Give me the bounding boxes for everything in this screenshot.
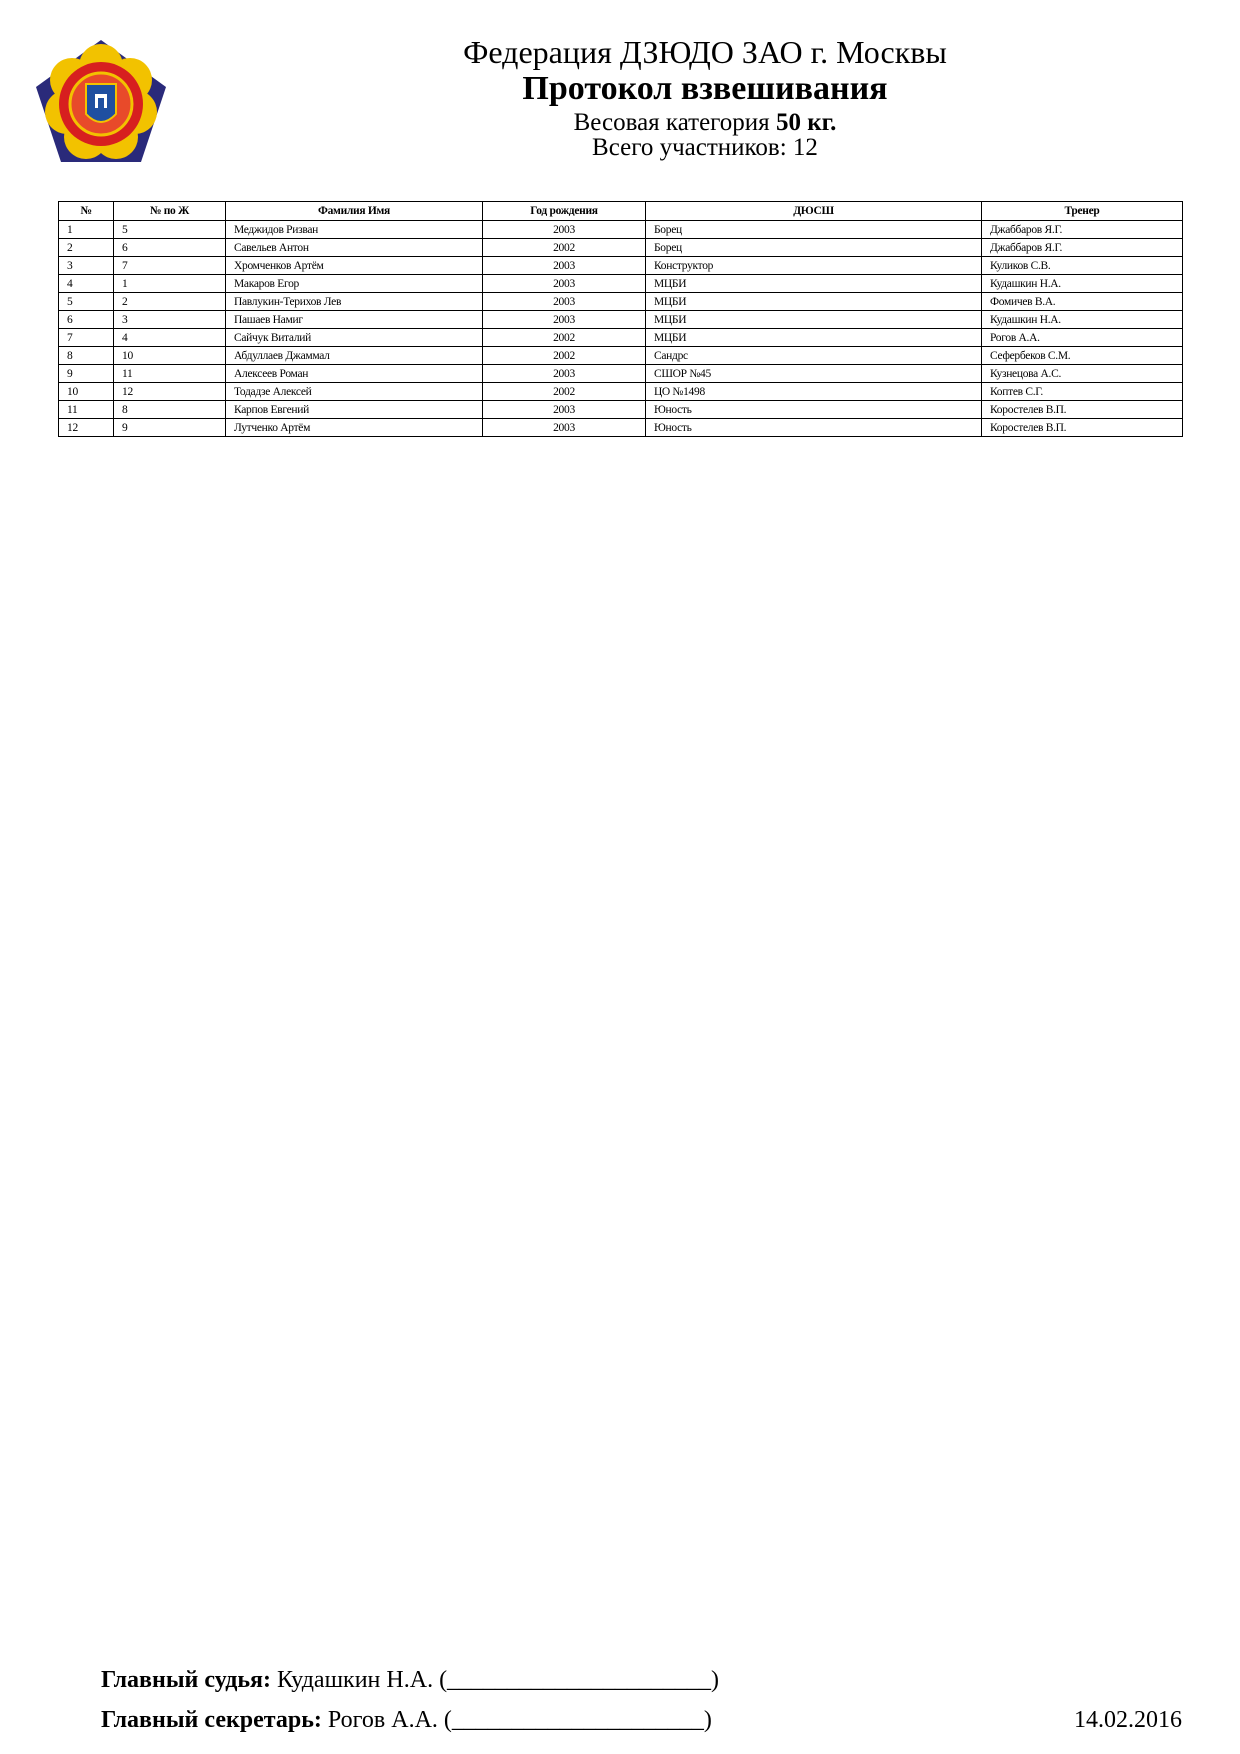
cell-school: МЦБИ (646, 329, 982, 347)
cell-number: 10 (59, 383, 114, 401)
organization-name: Федерация ДЗЮДО ЗАО г. Москвы (463, 34, 947, 70)
cell-school: Конструктор (646, 257, 982, 275)
cell-name: Павлукин-Терихов Лев (226, 293, 483, 311)
cell-coach: Куликов С.В. (982, 257, 1183, 275)
cell-name: Хромченков Артём (226, 257, 483, 275)
cell-school: МЦБИ (646, 275, 982, 293)
weight-category (300, 110, 1110, 135)
cell-draw-number: 4 (114, 329, 226, 347)
chief-secretary-label: Главный секретарь: (101, 1707, 322, 1733)
cell-school: Юность (646, 401, 982, 419)
cell-name: Савельев Антон (226, 239, 483, 257)
cell-coach: Коростелев В.П. (982, 401, 1183, 419)
cell-birth-year: 2002 (483, 239, 646, 257)
cell-draw-number: 9 (114, 419, 226, 437)
cell-coach: Коптев С.Г. (982, 383, 1183, 401)
table-row (59, 311, 1183, 329)
table-row (59, 257, 1183, 275)
cell-school: Юность (646, 419, 982, 437)
column-header-number: № (59, 202, 114, 221)
participants-count: Всего участников: 12 (592, 134, 818, 161)
column-header-school: ДЮСШ (646, 202, 982, 221)
cell-birth-year: 2003 (483, 293, 646, 311)
cell-school: МЦБИ (646, 311, 982, 329)
table-row (59, 419, 1183, 437)
chief-secretary-line (101, 1707, 712, 1734)
cell-draw-number: 12 (114, 383, 226, 401)
cell-number: 12 (59, 419, 114, 437)
cell-number: 6 (59, 311, 114, 329)
chief-judge-value: Кудашкин Н.А. (______________________) (277, 1667, 720, 1693)
table-row (59, 347, 1183, 365)
cell-draw-number: 11 (114, 365, 226, 383)
cell-school: Борец (646, 239, 982, 257)
cell-coach: Джаббаров Я.Г. (982, 221, 1183, 239)
cell-birth-year: 2003 (483, 257, 646, 275)
cell-birth-year: 2003 (483, 419, 646, 437)
cell-coach: Джаббаров Я.Г. (982, 239, 1183, 257)
column-header-coach: Тренер (982, 202, 1183, 221)
cell-draw-number: 7 (114, 257, 226, 275)
cell-number: 5 (59, 293, 114, 311)
participants-table (58, 201, 1183, 437)
cell-birth-year: 2003 (483, 311, 646, 329)
cell-number: 7 (59, 329, 114, 347)
cell-school: Борец (646, 221, 982, 239)
document-date: 14.02.2016 (1074, 1707, 1182, 1733)
cell-name: Сайчук Виталий (226, 329, 483, 347)
table-row (59, 329, 1183, 347)
cell-school: МЦБИ (646, 293, 982, 311)
cell-number: 9 (59, 365, 114, 383)
document-header (300, 36, 1110, 160)
cell-coach: Коростелев В.П. (982, 419, 1183, 437)
table-row (59, 293, 1183, 311)
table-row (59, 239, 1183, 257)
cell-birth-year: 2003 (483, 365, 646, 383)
cell-number: 3 (59, 257, 114, 275)
federation-emblem-icon (34, 38, 168, 164)
cell-name: Тодадзе Алексей (226, 383, 483, 401)
table-row (59, 401, 1183, 419)
cell-birth-year: 2002 (483, 329, 646, 347)
cell-coach: Кудашкин Н.А. (982, 275, 1183, 293)
cell-name: Лутченко Артём (226, 419, 483, 437)
cell-name: Алексеев Роман (226, 365, 483, 383)
cell-draw-number: 6 (114, 239, 226, 257)
cell-draw-number: 3 (114, 311, 226, 329)
chief-secretary-value: Рогов А.А. (_____________________) (327, 1707, 712, 1733)
cell-number: 2 (59, 239, 114, 257)
document-title: Протокол взвешивания (522, 70, 888, 107)
cell-name: Пашаев Намиг (226, 311, 483, 329)
cell-name: Карпов Евгений (226, 401, 483, 419)
cell-coach: Кудашкин Н.А. (982, 311, 1183, 329)
cell-coach: Фомичев В.А. (982, 293, 1183, 311)
weight-category-label: Весовая категория (573, 109, 770, 136)
column-header-name: Фамилия Имя (226, 202, 483, 221)
cell-number: 1 (59, 221, 114, 239)
chief-judge-line (101, 1667, 719, 1694)
cell-school: Сандрс (646, 347, 982, 365)
cell-draw-number: 8 (114, 401, 226, 419)
table-header-row (59, 202, 1183, 221)
cell-draw-number: 1 (114, 275, 226, 293)
cell-number: 11 (59, 401, 114, 419)
cell-number: 8 (59, 347, 114, 365)
column-header-draw-number: № по Ж (114, 202, 226, 221)
cell-draw-number: 5 (114, 221, 226, 239)
cell-coach: Рогов А.А. (982, 329, 1183, 347)
cell-birth-year: 2002 (483, 383, 646, 401)
cell-school: ЦО №1498 (646, 383, 982, 401)
table-row (59, 221, 1183, 239)
cell-name: Макаров Егор (226, 275, 483, 293)
cell-name: Абдуллаев Джаммал (226, 347, 483, 365)
cell-number: 4 (59, 275, 114, 293)
cell-birth-year: 2003 (483, 401, 646, 419)
weight-category-value: 50 кг. (775, 109, 837, 136)
cell-name: Меджидов Ризван (226, 221, 483, 239)
cell-draw-number: 10 (114, 347, 226, 365)
column-header-birth-year: Год рождения (483, 202, 646, 221)
cell-coach: Кузнецова А.С. (982, 365, 1183, 383)
cell-draw-number: 2 (114, 293, 226, 311)
table-row (59, 383, 1183, 401)
chief-judge-label: Главный судья: (101, 1667, 272, 1693)
cell-birth-year: 2003 (483, 275, 646, 293)
cell-school: СШОР №45 (646, 365, 982, 383)
table-row (59, 275, 1183, 293)
cell-birth-year: 2003 (483, 221, 646, 239)
table-row (59, 365, 1183, 383)
cell-birth-year: 2002 (483, 347, 646, 365)
cell-coach: Сефербеков С.М. (982, 347, 1183, 365)
